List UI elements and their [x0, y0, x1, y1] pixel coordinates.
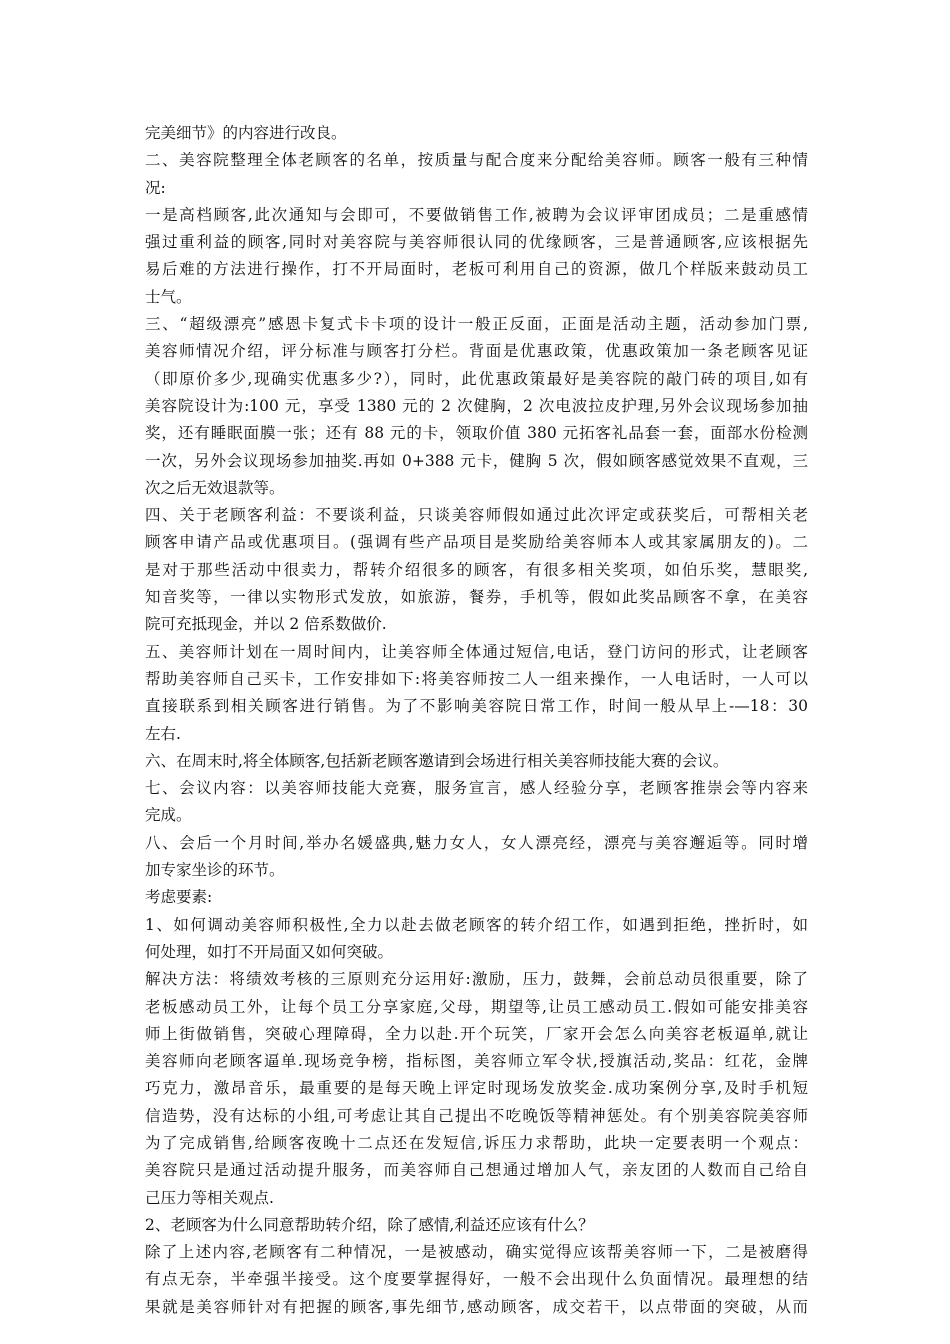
text-line: 考虑要素:: [145, 888, 213, 907]
text-line: 帮助美容师自己买卡，工作安排如下:将美容师按二人一组来操作，一人电话时，一人可以: [145, 669, 808, 688]
text-line: 左右.: [145, 724, 181, 743]
text-line: 七、会议内容：以美容师技能大竞赛，服务宣言，感人经验分享，老顾客推崇会等内容来: [145, 779, 808, 798]
text-line: 何处理，如打不开局面又如何突破。: [145, 942, 394, 961]
text-line: 三、“超级漂亮”感恩卡复式卡卡项的设计一般正反面，正面是活动主题，活动参加门票,: [145, 315, 808, 334]
text-line: 次之后无效退款等。: [145, 478, 285, 497]
text-line: 除了上述内容,老顾客有二种情况，一是被感动，确实觉得应该帮美容师一下，二是被磨得: [145, 1243, 808, 1262]
text-line: 士气。: [145, 287, 192, 306]
text-line: （即原价多少,现确实优惠多少?），同时，此优惠政策最好是美容院的敲门砖的项目,如有: [145, 369, 808, 388]
text-line: 解决方法：将绩效考核的三原则充分运用好:激励，压力，鼓舞，会前总动员很重要，除了: [145, 970, 808, 989]
text-line: 一次，另外会议现场参加抽奖.再如 0+388 元卡，健胸 5 次，假如顾客感觉效果不直观，三: [145, 451, 808, 470]
text-line: 况:: [145, 178, 166, 197]
document-body: [145, 120, 808, 1321]
text-line: 四、关于老顾客利益：不要谈利益，只谈美容师假如通过此次评定或获奖后，可帮相关老: [145, 506, 808, 525]
text-line: 完成。: [145, 806, 192, 825]
text-line: 师上街做销售，突破心理障碍，全力以赴.开个玩笑，厂家开会怎么向美容老板逼单,就让: [145, 1024, 808, 1043]
text-line: 老板感动员工外，让每个员工分享家庭,父母，期望等,让员工感动员工.假如可能安排美容: [145, 997, 808, 1016]
text-line: 顾客申请产品或优惠项目。(强调有些产品项目是奖励给美容师本人或其家属朋友的)。二: [145, 533, 808, 552]
text-line: 2、老顾客为什么同意帮助转介绍，除了感情,利益还应该有什么？: [145, 1215, 594, 1234]
text-line: 知音奖等，一律以实物形式发放，如旅游，餐券，手机等，假如此奖品顾客不拿，在美容: [145, 588, 808, 607]
text-line: 美容院设计为:100 元，享受 1380 元的 2 次健胸，2 次电波拉皮护理,另外会议现场参加抽: [145, 396, 808, 415]
text-line: 美容师情况介绍，评分标准与顾客打分栏。背面是优惠政策，优惠政策加一条老顾客见证: [145, 342, 808, 361]
text-line: 为了完成销售,给顾客夜晚十二点还在发短信,诉压力求帮助，此块一定要表明一个观点：: [145, 1133, 808, 1152]
text-line: 己压力等相关观点.: [145, 1188, 274, 1207]
text-line: 直接联系到相关顾客进行销售。为了不影响美容院日常工作，时间一般从早上-—18：30: [145, 697, 808, 716]
text-line: 五、美容师计划在一周时间内，让美容师全体通过短信,电话，登门访问的形式，让老顾客: [145, 642, 808, 661]
text-line: 六、在周末时,将全体顾客,包括新老顾客邀请到会场进行相关美容师技能大赛的会议。: [145, 751, 729, 770]
text-line: 果就是美容师针对有把握的顾客,事先细节,感动顾客，成交若干，以点带面的突破，从而: [145, 1297, 808, 1316]
text-line: 美容师向老顾客逼单.现场竞争榜，指标图，美容师立军令状,授旗活动,奖品：红花，金牌: [145, 1052, 808, 1071]
text-line: 一是高档顾客,此次通知与会即可，不要做销售工作,被聘为会议评审团成员；二是重感情: [145, 205, 808, 224]
text-line: 有点无奈，半牵强半接受。这个度要掌握得好，一般不会出现什么负面情况。最理想的结: [145, 1270, 808, 1289]
text-line: 奖，还有睡眠面膜一张；还有 88 元的卡，领取价值 380 元拓客礼品套一套，面部水份检测: [145, 424, 808, 443]
text-line: 完美细节》的内容进行改良。: [145, 124, 347, 142]
text-line: 二、美容院整理全体老顾客的名单，按质量与配合度来分配给美容师。顾客一般有三种情: [145, 151, 808, 170]
text-line: 加专家坐诊的环节。: [145, 861, 285, 880]
text-line: 强过重利益的顾客,同时对美容院与美容师很认同的优缘顾客，三是普通顾客,应该根据先: [145, 233, 808, 252]
text-line: 巧克力，激昂音乐，最重要的是每天晚上评定时现场发放奖金.成功案例分享,及时手机短: [145, 1079, 808, 1098]
text-line: 院可充抵现金，并以 2 倍系数做价.: [145, 615, 387, 634]
text-line: 1、如何调动美容师积极性,全力以赴去做老顾客的转介绍工作，如遇到拒绝，挫折时，如: [145, 915, 808, 934]
text-line: 八、会后一个月时间,举办名媛盛典,魅力女人，女人漂亮经，漂亮与美容邂逅等。同时增: [145, 833, 808, 852]
text-line: 美容院只是通过活动提升服务，而美容师自己想通过增加人气，亲友团的人数而自己给自: [145, 1161, 808, 1180]
text-line: 易后难的方法进行操作，打不开局面时，老板可利用自己的资源，做几个样版来鼓动员工: [145, 260, 808, 279]
text-line: 信造势，没有达标的小组,可考虑让其自己提出不吃晚饭等精神惩处。有个别美容院美容师: [145, 1106, 808, 1125]
text-line: 是对于那些活动中很卖力，帮转介绍很多的顾客，有很多相关奖项，如伯乐奖，慧眼奖,: [145, 560, 808, 579]
